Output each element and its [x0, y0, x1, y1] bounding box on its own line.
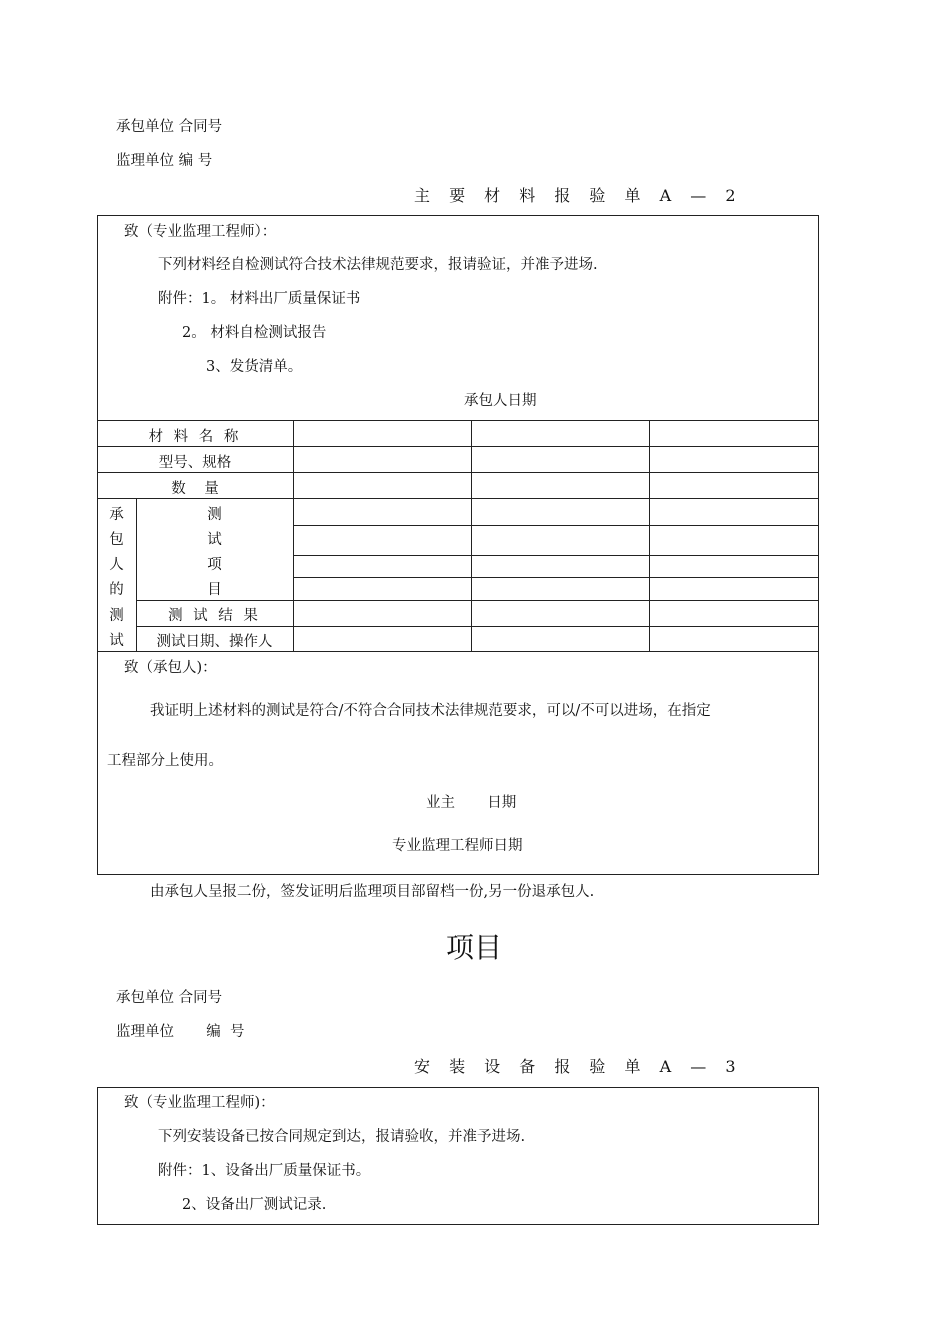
supervisor-line: 监理单位 编 号 — [116, 153, 213, 169]
grid-line — [649, 420, 650, 651]
side-label-char: 人 — [109, 557, 124, 573]
test-item-char: 测 — [207, 507, 222, 523]
side-label-char: 包 — [109, 532, 124, 548]
attachment-2: 2、设备出厂测试记录. — [182, 1197, 327, 1213]
request-body: 下列材料经自检测试符合技术法律规范要求，报请验证，并准予进场. — [158, 257, 598, 273]
grid-line — [293, 525, 819, 526]
owner-date: 业主 日期 — [426, 795, 517, 811]
to-engineer: 致（专业监理工程师)： — [124, 1095, 275, 1111]
grid-line — [136, 600, 819, 601]
attachment-3: 3、发货清单。 — [206, 359, 303, 375]
test-item-char: 试 — [207, 532, 222, 548]
row-label-quantity: 数 量 — [171, 481, 219, 497]
certification-line-1: 我证明上述材料的测试是符合/不符合合同技术法律规范要求，可以/不可以进场，在指定 — [150, 703, 711, 719]
grid-line — [97, 472, 819, 473]
form-title-a2: 主 要 材 料 报 验 单 A — 2 — [414, 186, 743, 205]
certification-line-2: 工程部分上使用。 — [107, 753, 223, 769]
side-label-char: 承 — [109, 507, 124, 523]
test-item-char: 项 — [207, 557, 222, 573]
side-label-char: 的 — [109, 582, 124, 598]
grid-line — [471, 420, 472, 651]
grid-line — [293, 577, 819, 578]
row-label-test-result: 测 试 结 果 — [168, 608, 261, 624]
row-label-material-name: 材 料 名 称 — [148, 429, 242, 445]
section-heading: 项目 — [446, 931, 503, 964]
engineer-date: 专业监理工程师日期 — [392, 838, 523, 854]
to-contractor: 致（承包人)： — [124, 660, 217, 676]
attachment-1: 附件：1、设备出厂质量保证书。 — [158, 1163, 371, 1179]
grid-line — [136, 626, 819, 627]
side-label-char: 试 — [109, 633, 124, 649]
attachment-1: 附件：1。 材料出厂质量保证书 — [158, 291, 361, 307]
to-engineer: 致（专业监理工程师）： — [124, 224, 277, 240]
attachment-2: 2。 材料自检测试报告 — [182, 325, 327, 341]
grid-line — [293, 420, 294, 651]
contractor-sign-date: 承包人日期 — [464, 393, 537, 409]
grid-line — [97, 446, 819, 447]
form-title-a3: 安 装 设 备 报 验 单 A — 3 — [414, 1057, 743, 1076]
grid-line — [293, 555, 819, 556]
submission-note: 由承包人呈报二份，签发证明后监理项目部留档一份,另一份退承包人. — [150, 884, 595, 900]
row-label-test-date: 测试日期、操作人 — [156, 634, 273, 650]
contractor-line: 承包单位 合同号 — [116, 990, 223, 1006]
row-label-model-spec: 型号、规格 — [158, 455, 232, 471]
grid-line — [97, 651, 819, 652]
test-item-char: 目 — [207, 582, 222, 598]
supervisor-line: 监理单位 编 号 — [116, 1024, 245, 1040]
grid-line — [97, 420, 819, 421]
side-label-char: 测 — [109, 608, 124, 624]
contractor-line: 承包单位 合同号 — [116, 119, 223, 135]
grid-line — [97, 498, 819, 499]
request-body: 下列安装设备已按合同规定到达，报请验收，并准予进场. — [158, 1129, 526, 1145]
